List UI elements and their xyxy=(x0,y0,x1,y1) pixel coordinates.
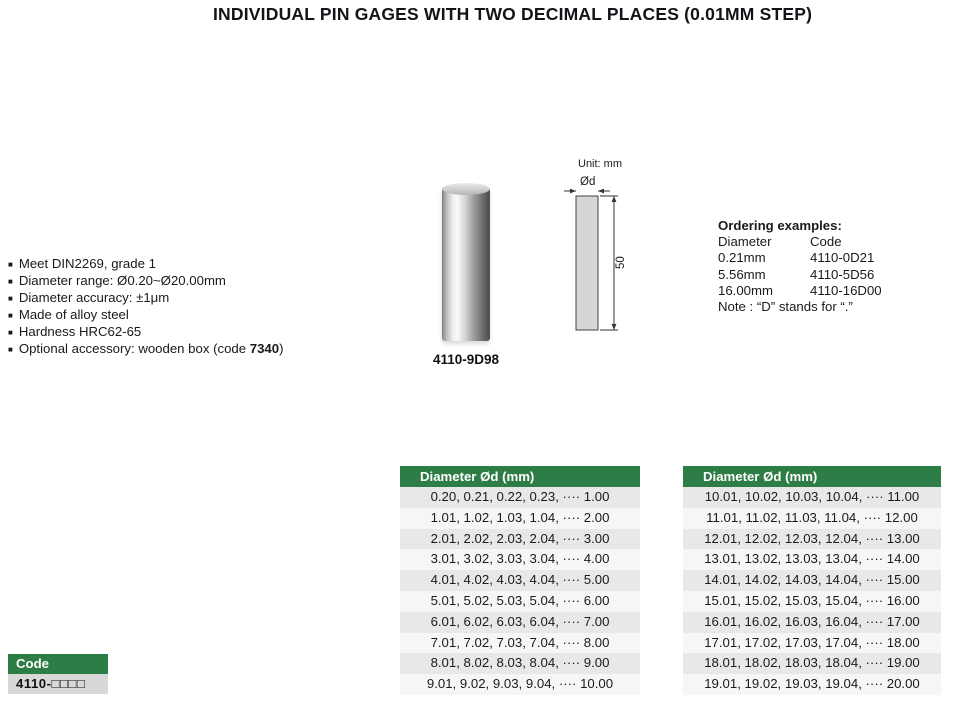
unit-label: Unit: mm xyxy=(578,158,622,170)
table-row: 15.01, 15.02, 15.03, 15.04, ···· 16.00 xyxy=(683,591,941,612)
arrowhead-icon xyxy=(612,196,617,202)
table-row: 7.01, 7.02, 7.03, 7.04, ···· 8.00 xyxy=(400,633,640,654)
feature-item xyxy=(8,273,284,290)
diameter-table-1-header: Diameter Ød (mm) xyxy=(400,466,640,487)
diameter-table-2-header: Diameter Ød (mm) xyxy=(683,466,941,487)
feature-item xyxy=(8,307,284,324)
table-row: 17.01, 17.02, 17.03, 17.04, ···· 18.00 xyxy=(683,633,941,654)
ordering-code-value: 4110-16D00 xyxy=(810,282,882,298)
table-row: 3.01, 3.02, 3.03, 3.04, ···· 4.00 xyxy=(400,549,640,570)
pin-gage-photo xyxy=(442,183,490,343)
page-title: INDIVIDUAL PIN GAGES WITH TWO DECIMAL PLACES (0.01MM STEP) xyxy=(213,4,813,24)
ordering-col-diameter: Diameter xyxy=(718,234,772,250)
table-row: 16.01, 16.02, 16.03, 16.04, ···· 17.00 xyxy=(683,612,941,633)
code-block-header: Code xyxy=(8,654,108,674)
table-row: 8.01, 8.02, 8.03, 8.04, ···· 9.00 xyxy=(400,653,640,674)
table-row: 12.01, 12.02, 12.03, 12.04, ···· 13.00 xyxy=(683,529,941,550)
length-dim-label: 50 xyxy=(615,256,627,269)
ordering-diameter-value: 5.56mm xyxy=(718,266,766,282)
ordering-diameter-value: 0.21mm xyxy=(718,250,766,266)
ordering-example-row xyxy=(718,267,882,283)
table-row: 6.01, 6.02, 6.03, 6.04, ···· 7.00 xyxy=(400,612,640,633)
table-row: 1.01, 1.02, 1.03, 1.04, ···· 2.00 xyxy=(400,508,640,529)
pin-cylinder-body xyxy=(442,189,490,341)
table-row: 13.01, 13.02, 13.03, 13.04, ···· 14.00 xyxy=(683,549,941,570)
feature-item-accessory xyxy=(8,341,284,358)
diameter-dim-label: Ød xyxy=(580,176,596,188)
table-row: 9.01, 9.02, 9.03, 9.04, ···· 10.00 xyxy=(400,674,640,695)
ordering-title: Ordering examples: xyxy=(718,218,842,233)
ordering-code-value: 4110-5D56 xyxy=(810,266,875,282)
feature-text xyxy=(19,341,284,356)
bullet-icon: ■ xyxy=(8,327,13,337)
feature-list xyxy=(8,256,284,359)
feature-text: Diameter accuracy: ±1μm xyxy=(18,290,170,306)
bullet-icon: ■ xyxy=(8,293,13,303)
ordering-header-row xyxy=(718,234,882,250)
arrowhead-icon xyxy=(570,189,576,194)
code-block-value: 4110-□□□□ xyxy=(8,674,108,694)
feature-text: Hardness HRC62-65 xyxy=(18,324,142,340)
bullet-icon: ■ xyxy=(8,276,13,286)
arrowhead-icon xyxy=(598,189,604,194)
feature-text: Made of alloy steel xyxy=(18,307,129,323)
accessory-text-prefix: Optional accessory: wooden box (code xyxy=(18,341,250,357)
feature-text: Diameter range: Ø0.20~Ø20.00mm xyxy=(18,273,226,289)
diameter-table-2 xyxy=(683,466,941,695)
ordering-example-row xyxy=(718,283,882,299)
accessory-code: 7340 xyxy=(249,341,280,357)
product-model-label: 4110-9D98 xyxy=(432,352,500,367)
table-row: 10.01, 10.02, 10.03, 10.04, ···· 11.00 xyxy=(683,487,941,508)
diameter-table-1 xyxy=(400,466,640,695)
ordering-examples xyxy=(718,218,882,315)
table-row: 5.01, 5.02, 5.03, 5.04, ···· 6.00 xyxy=(400,591,640,612)
ordering-diameter-value: 16.00mm xyxy=(718,282,773,298)
table-row: 4.01, 4.02, 4.03, 4.04, ···· 5.00 xyxy=(400,570,640,591)
pin-top-face xyxy=(442,183,490,195)
bullet-icon: ■ xyxy=(8,259,13,269)
pin-outline-rect xyxy=(576,196,598,330)
code-block xyxy=(8,654,108,694)
table-row: 14.01, 14.02, 14.03, 14.04, ···· 15.00 xyxy=(683,570,941,591)
feature-text: Meet DIN2269, grade 1 xyxy=(18,256,156,271)
feature-item xyxy=(8,324,284,341)
bullet-icon: ■ xyxy=(8,344,13,354)
ordering-note: Note : “D” stands for “.” xyxy=(718,299,853,315)
technical-drawing xyxy=(556,150,666,345)
accessory-text-suffix: ) xyxy=(279,341,284,357)
table-row: 0.20, 0.21, 0.22, 0.23, ···· 1.00 xyxy=(400,487,640,508)
feature-item xyxy=(8,256,284,273)
bullet-icon: ■ xyxy=(8,310,13,320)
ordering-col-code: Code xyxy=(810,234,842,250)
ordering-code-value: 4110-0D21 xyxy=(810,250,875,266)
feature-item xyxy=(8,290,284,307)
ordering-example-row xyxy=(718,250,882,266)
table-row: 11.01, 11.02, 11.03, 11.04, ···· 12.00 xyxy=(683,508,941,529)
arrowhead-icon xyxy=(612,324,617,330)
table-row: 2.01, 2.02, 2.03, 2.04, ···· 3.00 xyxy=(400,529,640,550)
table-row: 18.01, 18.02, 18.03, 18.04, ···· 19.00 xyxy=(683,653,941,674)
table-row: 19.01, 19.02, 19.03, 19.04, ···· 20.00 xyxy=(683,674,941,695)
